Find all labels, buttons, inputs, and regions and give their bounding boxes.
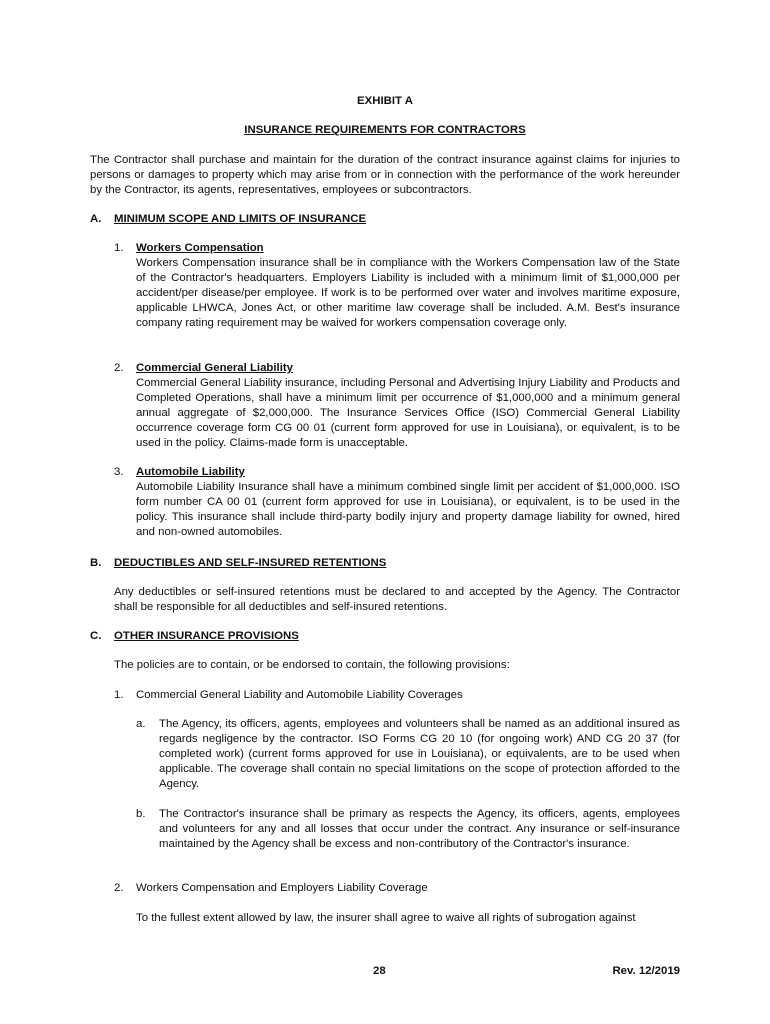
item-c2-text: To the fullest extent allowed by law, the insurer shall agree to waive all rights of subrogation against [136, 912, 636, 924]
item-a2-text: Commercial General Liability insurance, including Personal and Advertising Injury Liability and Products and Completed Operations, shall have a minimum limit per occurrence of $1,000,000 and a minimum general annual aggregate of $2,000,000. The Insurance Services Office (ISO) Commercial General Liability occurrence coverage form CG 00 01 (current form approved for use in Louisiana), or equivalent, is to be used in the policy. Claims-made form is unacceptable. [136, 377, 680, 449]
item-a1-title: Workers Compensation [136, 242, 264, 254]
section-c-title: OTHER INSURANCE PROVISIONS [114, 630, 299, 642]
item-a3-text: Automobile Liability Insurance shall have a minimum combined single limit per accident of $1,000,000. ISO form number CA 00 01 (current form approved for use in Louisiana), or equivalent, is to be used in the policy. This insurance shall include third-party bodily injury and property damage liability for owned, hired and non-owned automobiles. [136, 481, 680, 538]
section-c-intro: The policies are to contain, or be endorsed to contain, the following provisions: [114, 659, 510, 671]
section-a-letter: A. [90, 213, 102, 225]
item-c1b-letter: b. [136, 808, 146, 820]
item-c1-title: Commercial General Liability and Automobile Liability Coverages [136, 689, 463, 701]
item-a1-number: 1. [114, 242, 124, 254]
item-a1-text: Workers Compensation insurance shall be in compliance with the Workers Compensation law of the State of the Contractor's headquarters. Employers Liability is included with a minimum limit of $1,000,000 per accident/per disease/per employee. If work is to be performed over water and involves maritime exposure, applicable LHWCA, Jones Act, or other maritime law coverage shall be included. A.M. Best's insurance company rating requirement may be waived for workers compensation coverage only. [136, 257, 680, 329]
exhibit-label: EXHIBIT A [357, 95, 413, 107]
section-b-title: DEDUCTIBLES AND SELF-INSURED RETENTIONS [114, 557, 387, 569]
item-c1b-text: The Contractor's insurance shall be primary as respects the Agency, its officers, agents, employees and volunteers for any and all losses that occur under the contract. Any insurance or self-insurance maintained by the Agency shall be excess and non-contributory of the Contractor's insurance. [159, 808, 680, 850]
section-b-letter: B. [90, 557, 102, 569]
item-a3-title: Automobile Liability [136, 466, 245, 478]
item-c2-number: 2. [114, 882, 124, 894]
page-number: 28 [373, 965, 386, 977]
item-c1a-letter: a. [136, 718, 146, 730]
section-b-text: Any deductibles or self-insured retentions must be declared to and accepted by the Agency. The Contractor shall be responsible for all deductibles and self-insured retentions. [114, 586, 680, 613]
document-title: INSURANCE REQUIREMENTS FOR CONTRACTORS [244, 124, 526, 136]
item-a3-number: 3. [114, 466, 124, 478]
item-c1-number: 1. [114, 689, 124, 701]
item-a2-number: 2. [114, 362, 124, 374]
section-a-title: MINIMUM SCOPE AND LIMITS OF INSURANCE [114, 213, 367, 225]
item-a2-title: Commercial General Liability [136, 362, 293, 374]
revision-label: Rev. 12/2019 [612, 965, 680, 977]
intro-paragraph: The Contractor shall purchase and maintain for the duration of the contract insurance against claims for injuries to persons or damages to property which may arise from or in connection with the performance of the work hereunder by the Contractor, its agents, representatives, employees or subcontractors. [90, 154, 680, 196]
item-c2-title: Workers Compensation and Employers Liability Coverage [136, 882, 428, 894]
section-c-letter: C. [90, 630, 102, 642]
item-c1a-text: The Agency, its officers, agents, employees and volunteers shall be named as an additional insured as regards negligence by the contractor. ISO Forms CG 20 10 (for ongoing work) AND CG 20 37 (for completed work) (current forms approved for use in Louisiana), or equivalents, are to be used when applicable. The coverage shall contain no special limitations on the scope of protection afforded to the Agency. [159, 718, 680, 790]
